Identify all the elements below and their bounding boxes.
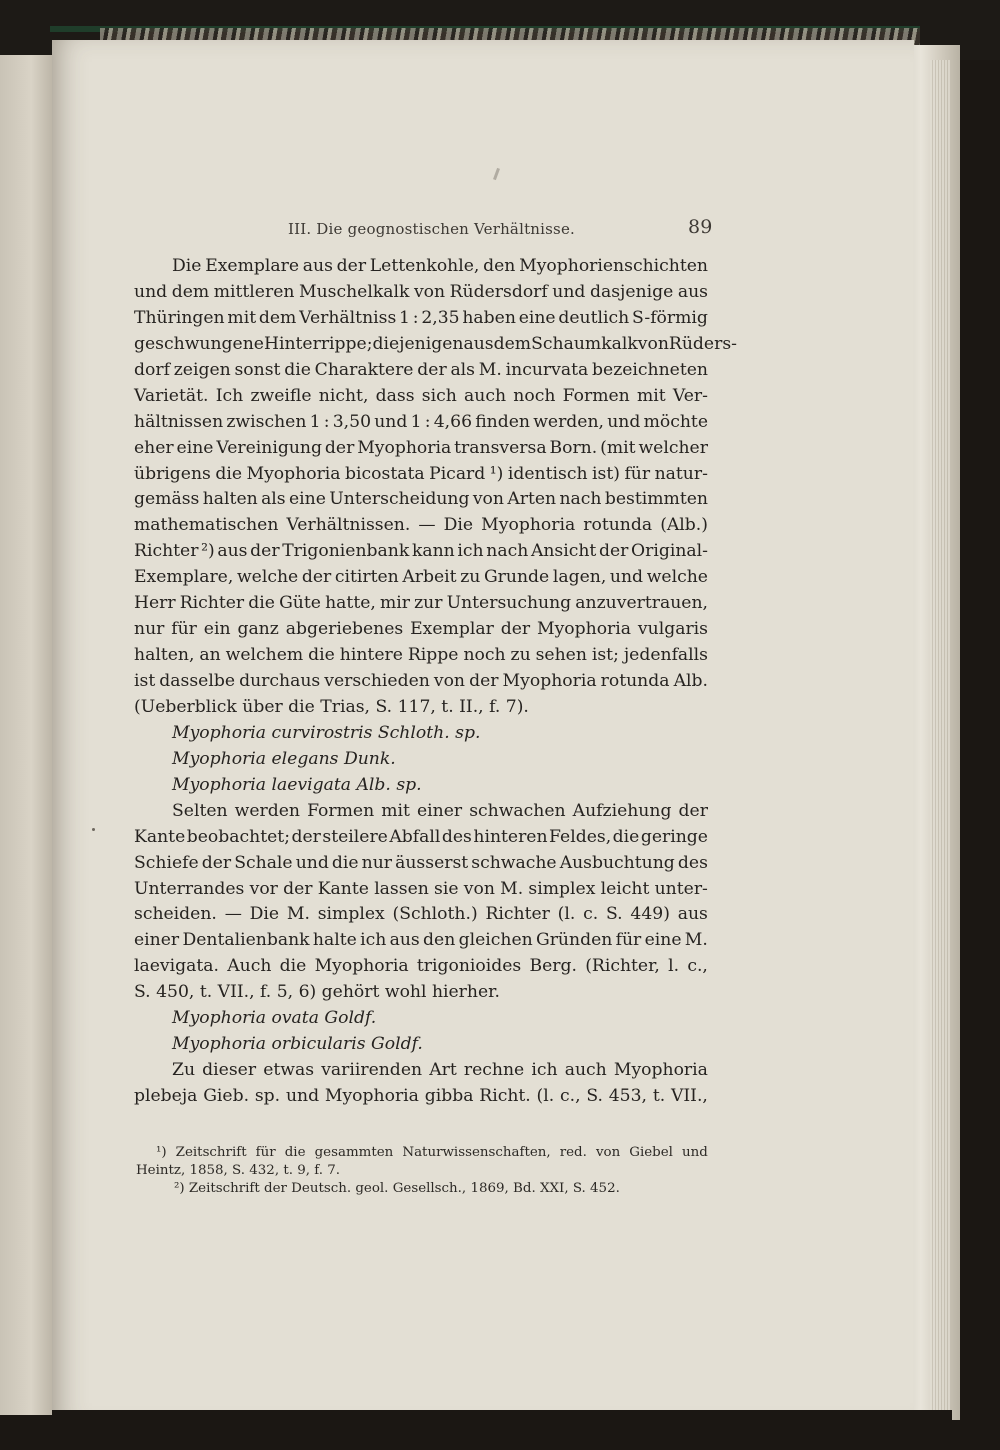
bottom-background — [52, 1410, 952, 1450]
text-line: eher eine Vereinigung der Myophoria transversa Born. (mit welcher — [134, 437, 708, 458]
text-line: Selten werden Formen mit einer schwachen Aufziehung der — [172, 800, 708, 821]
text-line: plebeja Gieb. sp. und Myophoria gibba Richt. (l. c., S. 453, t. VII., — [134, 1086, 708, 1106]
text-line: S. 450, t. VII., f. 5, 6) gehört wohl hierher. — [134, 982, 500, 1003]
text-line: Kante beobachtet; der steilere Abfall des hinteren Feldes, die geringe — [134, 826, 708, 847]
text-line: ist dasselbe durchaus verschieden von der Myophoria rotunda Alb. — [134, 671, 708, 691]
text-line: Varietät. Ich zweifle nicht, dass sich auch noch Formen mit Ver- — [134, 385, 708, 406]
text-line: mathematischen Verhältnissen. — Die Myophoria rotunda (Alb.) — [134, 515, 708, 536]
text-line: und dem mittleren Muschelkalk von Rüdersdorf und dasjenige aus — [134, 281, 708, 302]
text-line: dorf zeigen sonst die Charaktere der als M. incurvata bezeichneten — [134, 359, 708, 380]
text-line: Herr Richter die Güte hatte, mir zur Untersuchung anzuvertrauen, — [134, 593, 708, 614]
species-heading: Myophoria laevigata Alb. sp. — [172, 774, 422, 795]
text-line: laevigata. Auch die Myophoria trigonioides Berg. (Richter, l. c., — [134, 956, 708, 977]
text-line: hältnissen zwischen 1 : 3,50 und 1 : 4,66 finden werden, und möchte — [134, 411, 708, 432]
text-line: halten, an welchem die hintere Rippe noch zu sehen ist; jedenfalls — [134, 645, 708, 666]
species-heading: Myophoria ovata Goldf. — [172, 1008, 377, 1029]
running-header — [0, 218, 1000, 242]
text-line: (Ueberblick über die Trias, S. 117, t. II., f. 7). — [134, 696, 529, 717]
text-line: übrigens die Myophoria bicostata Picard ¹) identisch ist) für natur- — [134, 463, 708, 484]
page-stack — [930, 60, 950, 1410]
species-heading: Myophoria elegans Dunk. — [172, 748, 396, 769]
text-line: nur für ein ganz abgeriebenes Exemplar der Myophoria vulgaris — [134, 619, 708, 640]
footnote-1: ¹) Zeitschrift für die gesammten Naturwissenschaften, red. von Giebel und — [156, 1145, 708, 1160]
footnote-1-cont: Heintz, 1858, S. 432, t. 9, f. 7. — [136, 1163, 341, 1178]
text-line: Thüringen mit dem Verhältniss 1 : 2,35 haben eine deutlich S-förmig — [134, 307, 708, 328]
text-line: einer Dentalienbank halte ich aus den gleichen Gründen für eine M. — [134, 930, 708, 951]
text-line: Schiefe der Schale und die nur äusserst schwache Ausbuchtung des — [134, 852, 708, 873]
running-title: III. Die geognostischen Verhältnisse. — [288, 220, 576, 238]
text-line: Zu dieser etwas variirenden Art rechne ich auch Myophoria — [172, 1060, 708, 1081]
text-line: Exemplare, welche der citirten Arbeit zu Grunde lagen, und welche — [134, 567, 708, 588]
text-line: scheiden. — Die M. simplex (Schloth.) Richter (l. c. S. 449) aus — [134, 904, 708, 925]
text-line: geschwungene Hinterrippe; diejenigen aus dem Schaumkalk von Rüders- — [134, 333, 737, 354]
species-heading: Myophoria curvirostris Schloth. sp. — [172, 722, 481, 743]
left-page-edge — [0, 55, 52, 1415]
body-text — [134, 254, 737, 1110]
footnote-2: ²) Zeitschrift der Deutsch. geol. Gesellsch., 1869, Bd. XXI, S. 452. — [174, 1181, 620, 1196]
text-line: gemäss halten als eine Unterscheidung von Arten nach bestimmten — [134, 489, 708, 510]
ink-dot — [92, 828, 95, 831]
species-heading: Myophoria orbicularis Goldf. — [172, 1034, 423, 1055]
footnotes — [136, 1144, 708, 1198]
text-line: Richter ²) aus der Trigonienbank kann ich nach Ansicht der Original- — [134, 541, 708, 562]
page-number: 89 — [688, 216, 713, 238]
text-line: Die Exemplare aus der Lettenkohle, den Myophorienschichten — [172, 256, 708, 276]
text-line: Unterrandes vor der Kante lassen sie von M. simplex leicht unter- — [134, 878, 708, 899]
